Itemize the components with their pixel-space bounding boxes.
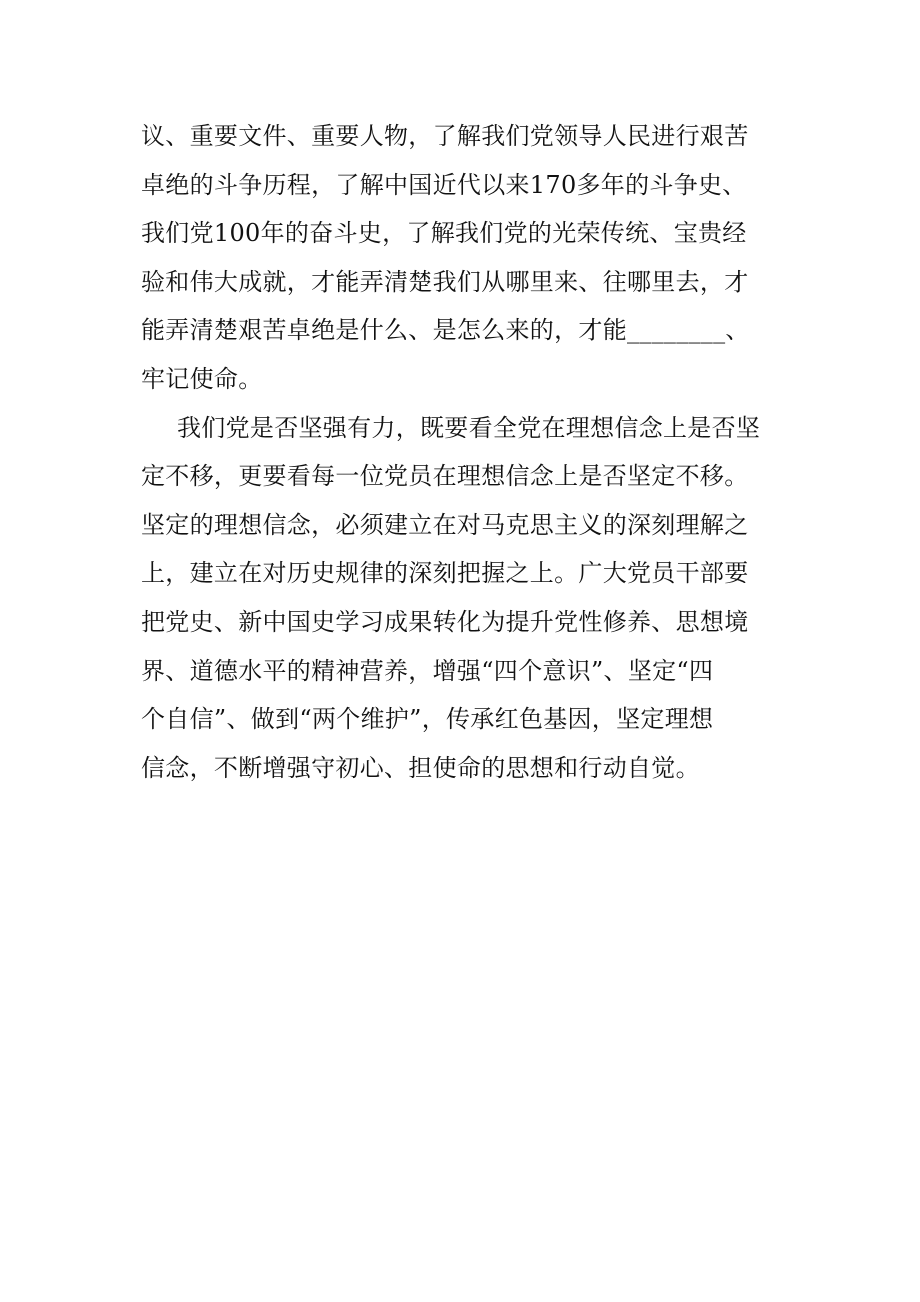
- paragraph-line: 把党史、新中国史学习成果转化为提升党性修养、思想境: [141, 607, 749, 636]
- paragraph-line: 我们党100年的奋斗史，了解我们党的光荣传统、宝贵经: [141, 219, 747, 248]
- paragraph-line: 能弄清楚艰苦卓绝是什么、是怎么来的，才能________、: [141, 316, 750, 345]
- paragraph-1: [141, 112, 781, 404]
- paragraph-line: 卓绝的斗争历程，了解中国近代以来170多年的斗争史、: [141, 170, 747, 199]
- paragraph-line: 上，建立在对历史规律的深刻把握之上。广大党员干部要: [141, 559, 749, 588]
- paragraph-2: [141, 404, 781, 793]
- body-text: [141, 112, 781, 792]
- paragraph-line: 验和伟大成就，才能弄清楚我们从哪里来、往哪里去，才: [141, 267, 749, 296]
- paragraph-line: 我们党是否坚强有力，既要看全党在理想信念上是否坚: [177, 413, 761, 442]
- paragraph-line: 信念，不断增强守初心、担使命的思想和行动自觉。: [141, 753, 700, 782]
- paragraph-line: 议、重要文件、重要人物，了解我们党领导人民进行艰苦: [141, 122, 749, 150]
- paragraph-line: 定不移，更要看每一位党员在理想信念上是否坚定不移。: [141, 462, 749, 491]
- paragraph-line: 坚定的理想信念，必须建立在对马克思主义的深刻理解之: [141, 510, 749, 539]
- paragraph-line: 个自信”、做到“两个维护”，传承红色基因，坚定理想: [141, 705, 714, 734]
- paragraph-line: 牢记使命。: [141, 364, 263, 393]
- paragraph-line: 界、道德水平的精神营养，增强“四个意识”、坚定“四: [141, 656, 714, 685]
